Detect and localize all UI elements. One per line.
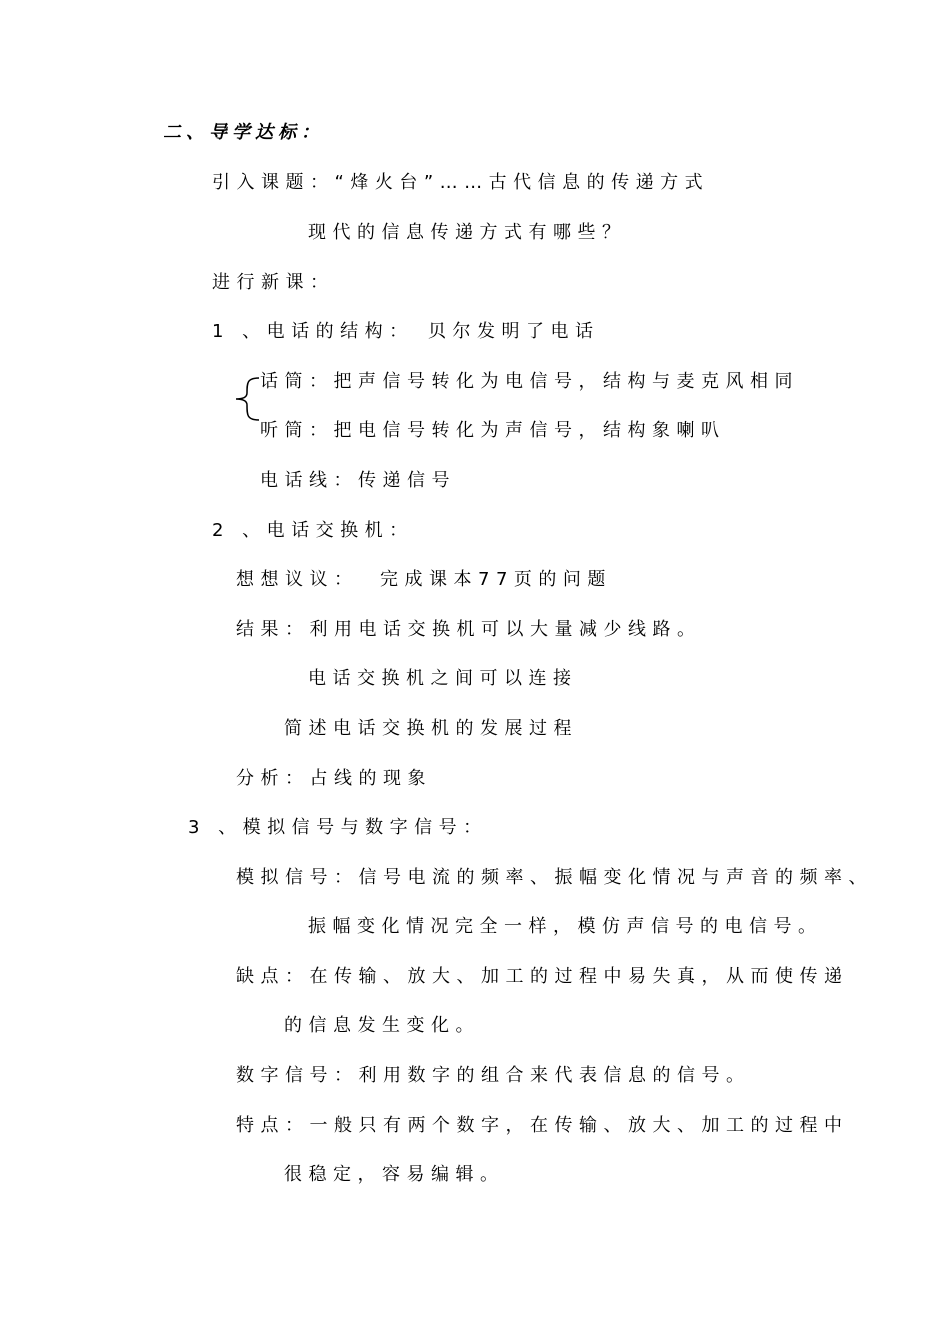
- receiver-description: 听筒：把电信号转化为声信号，结构象喇叭: [260, 420, 726, 441]
- digital-line: 数字信号：利用数字的组合来代表信息的信号。: [236, 1065, 751, 1086]
- section-heading: 二、导学达标：: [163, 122, 324, 143]
- intro-line-2: 现代的信息传递方式有哪些？: [308, 222, 627, 243]
- defect-line-2: 的信息发生变化。: [284, 1015, 480, 1036]
- feature-line-2: 很稳定，容易编辑。: [284, 1164, 505, 1185]
- section1-note: 贝尔发明了电话: [428, 321, 600, 342]
- section1-title: 1 、电话的结构：: [212, 321, 414, 342]
- history-line: 简述电话交换机的发展过程: [284, 718, 578, 739]
- brace-icon: [233, 375, 263, 423]
- think-text: 完成课本77页的问题: [380, 569, 612, 590]
- analog-line-1: 模拟信号：信号电流的频率、振幅变化情况与声音的频率、: [236, 867, 873, 888]
- new-lesson-label: 进行新课：: [212, 272, 335, 293]
- analysis-line: 分析：占线的现象: [236, 768, 432, 789]
- intro-line-1: 引入课题：“烽火台”……古代信息的传递方式: [212, 172, 710, 193]
- feature-line-1: 特点：一般只有两个数字，在传输、放大、加工的过程中: [236, 1115, 849, 1136]
- defect-line-1: 缺点：在传输、放大、加工的过程中易失真，从而使传递: [236, 966, 849, 987]
- result-line-1: 结果：利用电话交换机可以大量减少线路。: [236, 619, 702, 640]
- analog-line-2: 振幅变化情况完全一样，模仿声信号的电信号。: [308, 916, 823, 937]
- section2-title: 2 、电话交换机：: [212, 520, 414, 541]
- section3-title: 3 、模拟信号与数字信号：: [188, 817, 488, 838]
- result-line-2: 电话交换机之间可以连接: [308, 668, 578, 689]
- wire-description: 电话线：传递信号: [260, 470, 456, 491]
- think-label: 想想议议：: [236, 569, 359, 590]
- mic-description: 话筒：把声信号转化为电信号，结构与麦克风相同: [260, 371, 799, 392]
